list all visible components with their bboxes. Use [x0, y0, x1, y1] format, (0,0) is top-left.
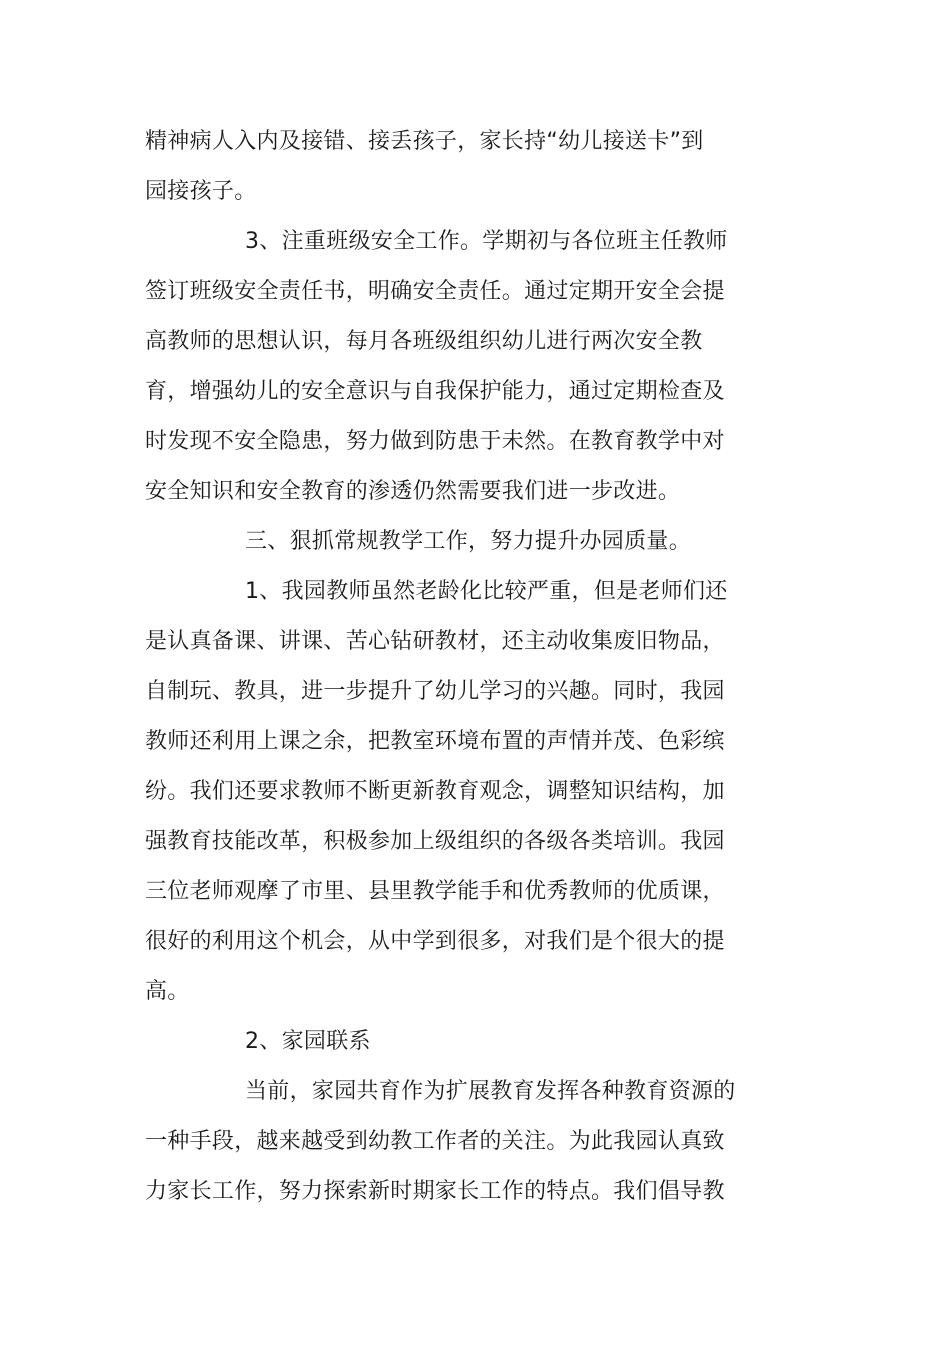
text-line: 园接孩子。	[145, 179, 257, 204]
list-item-heading: 1、我园教师虽然老龄化比较严重，但是老师们还	[245, 579, 728, 604]
text-line: 自制玩、教具，进一步提升了幼儿学习的兴趣。同时，我园	[145, 679, 725, 704]
text-line: 高。	[145, 979, 190, 1004]
text-line: 力家长工作，努力探索新时期家长工作的特点。我们倡导教	[145, 1179, 725, 1204]
text-line: 三位老师观摩了市里、县里教学能手和优秀教师的优质课，	[145, 879, 725, 904]
text-line: 教师还利用上课之余，把教室环境布置的声情并茂、色彩缤	[145, 729, 725, 754]
list-item-heading: 2、家园联系	[245, 1029, 371, 1054]
text-line: 签订班级安全责任书，明确安全责任。通过定期开安全会提	[145, 279, 725, 304]
text-line: 当前，家园共育作为扩展教育发挥各种教育资源的	[245, 1079, 736, 1104]
text-line: 强教育技能改革，积极参加上级组织的各级各类培训。我园	[145, 829, 725, 854]
text-line: 时发现不安全隐患，努力做到防患于未然。在教育教学中对	[145, 429, 725, 454]
section-heading: 三、狠抓常规教学工作，努力提升办园质量。	[245, 529, 692, 554]
text-line: 高教师的思想认识，每月各班级组织幼儿进行两次安全教	[145, 329, 703, 354]
text-line: 精神病人入内及接错、接丢孩子，家长持“幼儿接送卡”到	[145, 129, 704, 154]
text-line: 是认真备课、讲课、苦心钻研教材，还主动收集废旧物品，	[145, 629, 725, 654]
list-item-heading: 3、注重班级安全工作。学期初与各位班主任教师	[245, 229, 728, 254]
text-line: 安全知识和安全教育的渗透仍然需要我们进一步改进。	[145, 479, 681, 504]
text-line: 一种手段，越来越受到幼教工作者的关注。为此我园认真致	[145, 1129, 725, 1154]
text-line: 育，增强幼儿的安全意识与自我保护能力，通过定期检查及	[145, 379, 725, 404]
text-line: 纷。我们还要求教师不断更新教育观念，调整知识结构，加	[145, 779, 725, 804]
text-line: 很好的利用这个机会，从中学到很多，对我们是个很大的提	[145, 929, 725, 954]
